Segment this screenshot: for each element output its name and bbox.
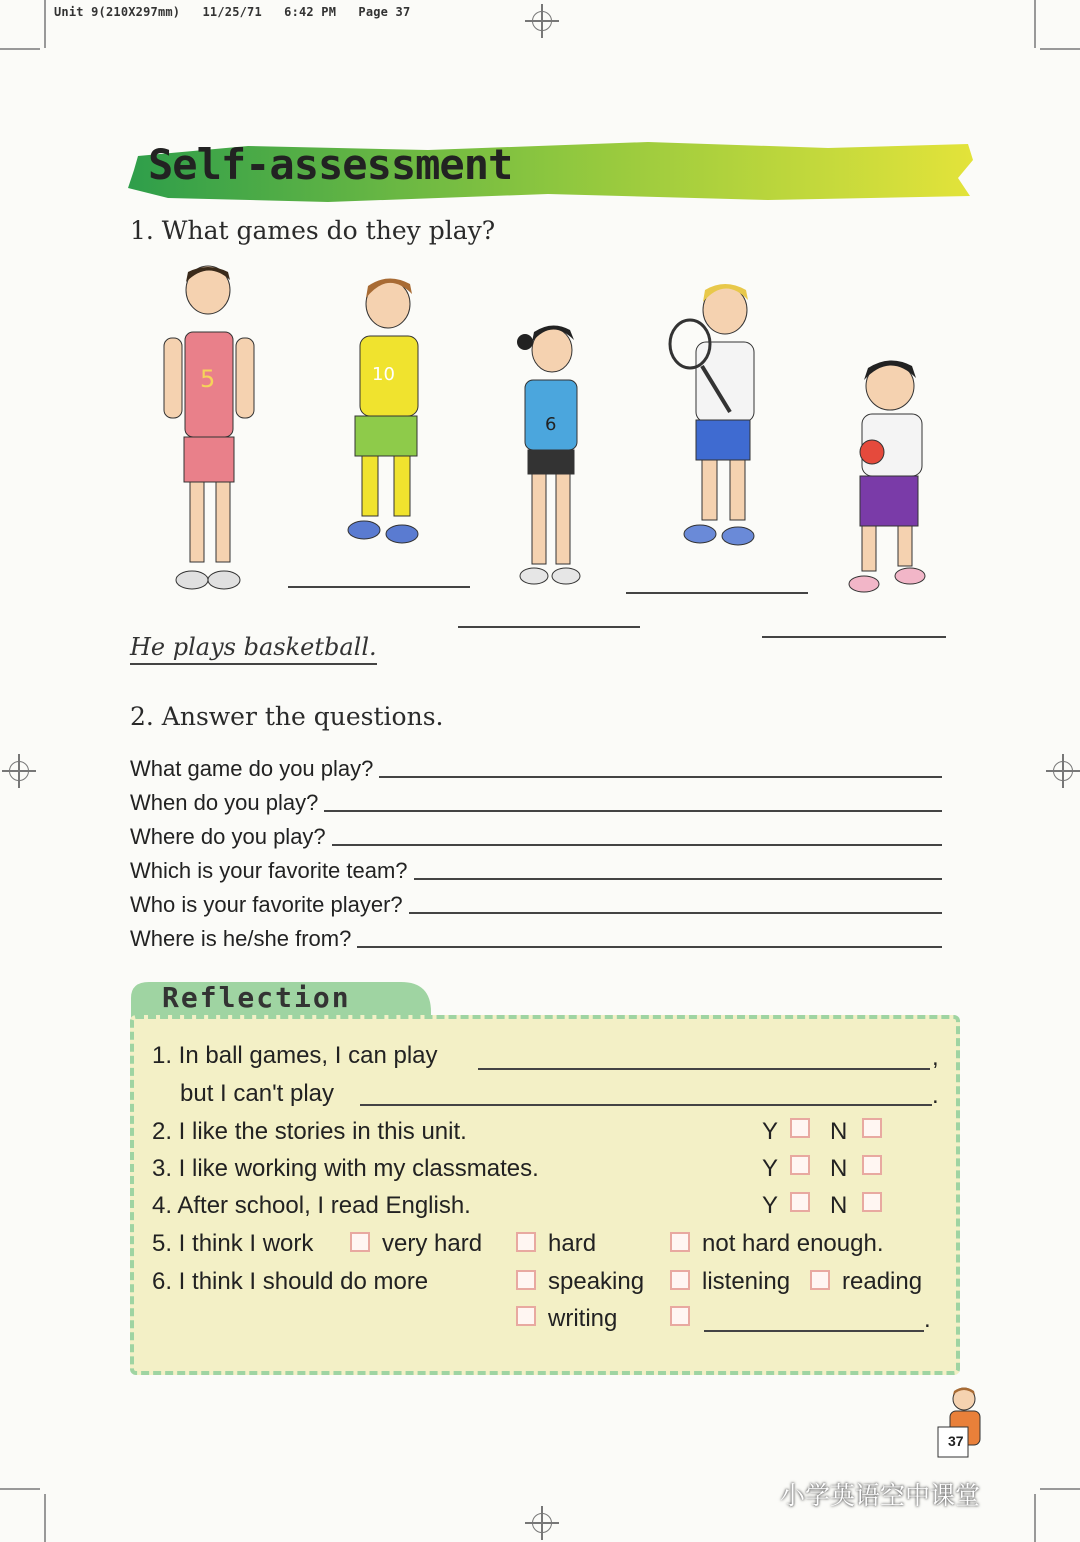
svg-text:6: 6: [545, 414, 557, 435]
yes-label: Y: [762, 1118, 779, 1145]
no-checkbox[interactable]: [862, 1155, 882, 1175]
yes-label: Y: [762, 1155, 779, 1182]
option-checkbox[interactable]: [516, 1232, 536, 1252]
option-checkbox[interactable]: [810, 1270, 830, 1290]
answer-line[interactable]: [409, 912, 942, 914]
option-checkbox[interactable]: [670, 1306, 690, 1326]
yes-label: Y: [762, 1192, 779, 1219]
answer-blank[interactable]: [288, 586, 470, 588]
crop-mark: [1034, 1494, 1036, 1542]
question-row: [130, 854, 942, 884]
question-row: [130, 922, 942, 952]
crop-mark: [0, 48, 40, 50]
answer-line[interactable]: [414, 878, 942, 880]
page-badge-illustration: [930, 1385, 988, 1465]
crop-mark: [1040, 1488, 1080, 1490]
option-label: not hard enough.: [702, 1230, 884, 1257]
no-label: N: [830, 1192, 848, 1219]
answer-line[interactable]: [357, 946, 942, 948]
section1-question: 1. What games do they play?: [130, 216, 496, 245]
answer-line[interactable]: [379, 776, 942, 778]
no-label: N: [830, 1118, 848, 1145]
reflection-item-2: 2. I like the stories in this unit.: [152, 1118, 467, 1145]
option-label: listening: [702, 1268, 791, 1295]
crop-mark: [44, 1494, 46, 1542]
svg-text:5: 5: [200, 365, 216, 393]
answer-blank[interactable]: [478, 1068, 930, 1070]
answer-line[interactable]: [324, 810, 942, 812]
page-title: Self-assessment: [148, 140, 513, 189]
section2-heading: 2. Answer the questions.: [130, 702, 444, 731]
no-checkbox[interactable]: [862, 1118, 882, 1138]
registration-mark: [525, 1506, 559, 1540]
reflection-item-6: 6. I think I should do more: [152, 1268, 429, 1295]
question-row: [130, 752, 942, 782]
tennis-player-figure: [670, 284, 754, 545]
svg-text:10: 10: [372, 364, 395, 385]
question-text: Who is your favorite player?: [130, 892, 403, 917]
registration-mark: [525, 4, 559, 38]
comma: ,: [932, 1044, 939, 1071]
question-row: [130, 786, 942, 816]
option-checkbox[interactable]: [670, 1270, 690, 1290]
crop-mark: [44, 0, 46, 48]
yes-checkbox[interactable]: [790, 1192, 810, 1212]
answer-line[interactable]: [332, 844, 942, 846]
answer-blank[interactable]: [458, 626, 640, 628]
basketball-player-figure: [164, 266, 254, 589]
question-text: When do you play?: [130, 790, 319, 815]
kids-illustration: [150, 262, 960, 607]
answer-blank[interactable]: [626, 592, 808, 594]
answer-blank[interactable]: [360, 1104, 932, 1106]
option-label: writing: [548, 1305, 618, 1332]
question-text: Where is he/she from?: [130, 926, 352, 951]
option-checkbox[interactable]: [516, 1270, 536, 1290]
reflection-item-1b: but I can't play: [180, 1080, 335, 1107]
no-label: N: [830, 1155, 848, 1182]
reflection-title: Reflection: [162, 981, 351, 1014]
yes-checkbox[interactable]: [790, 1155, 810, 1175]
question-text: Where do you play?: [130, 824, 326, 849]
watermark: 小学英语空中课堂: [780, 1481, 981, 1510]
period: .: [924, 1306, 931, 1333]
registration-mark: [2, 754, 36, 788]
question-row: [130, 888, 942, 918]
yes-checkbox[interactable]: [790, 1118, 810, 1138]
option-label: speaking: [548, 1268, 645, 1295]
page-number: 37: [948, 1433, 964, 1449]
question-text: Which is your favorite team?: [130, 858, 408, 883]
option-label: hard: [548, 1230, 597, 1257]
option-label: very hard: [382, 1230, 483, 1257]
registration-mark: [1046, 754, 1080, 788]
volleyball-player-figure: [517, 325, 580, 584]
option-label: reading: [842, 1268, 923, 1295]
reflection-item-1: 1. In ball games, I can play: [152, 1042, 438, 1069]
reflection-item-3: 3. I like working with my classmates.: [152, 1155, 539, 1182]
question-row: [130, 820, 942, 850]
answer-blank[interactable]: [704, 1330, 924, 1332]
no-checkbox[interactable]: [862, 1192, 882, 1212]
crop-mark: [1034, 0, 1036, 48]
table-tennis-player-figure: [849, 360, 925, 592]
option-checkbox[interactable]: [516, 1306, 536, 1326]
reflection-item-5: 5. I think I work: [152, 1230, 314, 1257]
crop-mark: [0, 1488, 40, 1490]
option-checkbox[interactable]: [350, 1232, 370, 1252]
option-checkbox[interactable]: [670, 1232, 690, 1252]
print-header: Unit 9(210X297mm) 11/25/71 6:42 PM Page 37: [54, 5, 411, 19]
answer-blank[interactable]: [762, 636, 946, 638]
reflection-item-4: 4. After school, I read English.: [152, 1192, 471, 1219]
crop-mark: [1040, 48, 1080, 50]
football-player-figure: [348, 278, 418, 543]
example-answer: He plays basketball.: [130, 633, 377, 665]
period: .: [932, 1082, 939, 1109]
question-text: What game do you play?: [130, 756, 374, 781]
